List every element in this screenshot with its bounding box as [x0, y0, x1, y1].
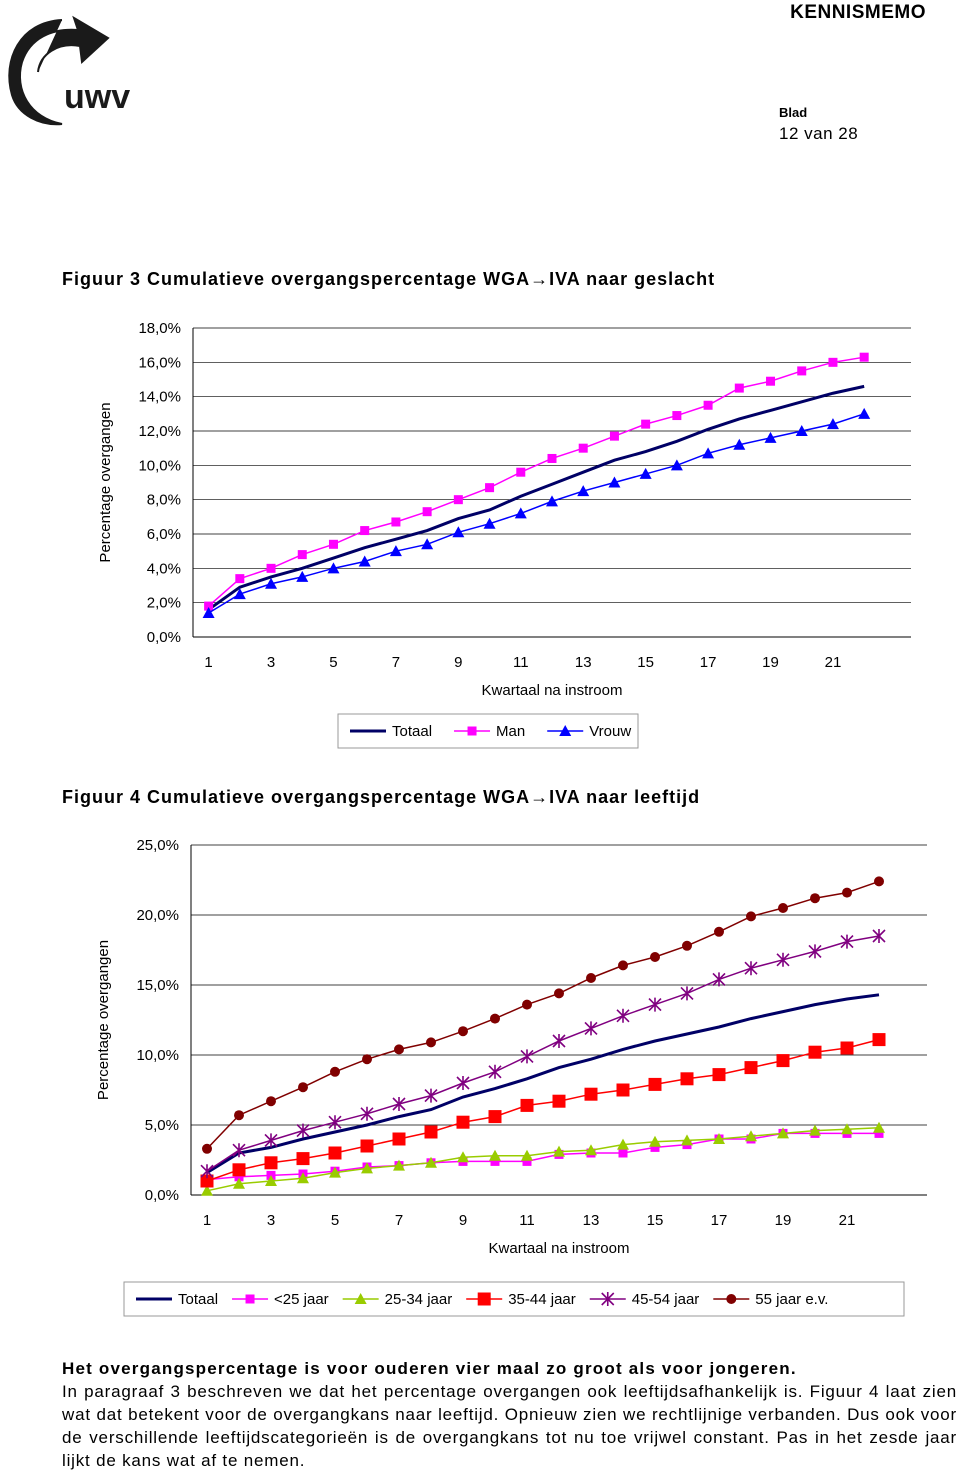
data-point	[650, 952, 660, 962]
legend-marker	[478, 1293, 491, 1306]
data-point	[713, 972, 725, 986]
legend	[338, 714, 638, 748]
x-tick-label: 7	[391, 654, 401, 671]
figure4-title-suffix: IVA naar leeftijd	[549, 787, 701, 807]
data-point	[860, 353, 869, 362]
body-text	[62, 1357, 957, 1472]
data-point	[267, 564, 276, 573]
x-tick-label: 15	[637, 654, 654, 671]
body-lead: Het overgangspercentage is voor ouderen vier maal zo groot als voor jongeren.	[62, 1359, 797, 1378]
data-point	[778, 903, 788, 913]
data-point	[827, 418, 839, 429]
data-point	[361, 1107, 373, 1121]
data-point	[553, 1095, 566, 1108]
x-tick-label: 5	[330, 1212, 340, 1229]
data-point	[458, 1026, 468, 1036]
data-point	[298, 1082, 308, 1092]
data-point	[681, 986, 693, 1000]
figure4-chart	[0, 830, 960, 1330]
data-point	[649, 998, 661, 1012]
legend-label: Totaal	[178, 1291, 219, 1308]
x-tick-label: 9	[458, 1212, 468, 1229]
data-point	[489, 1110, 502, 1123]
data-point	[265, 1156, 278, 1169]
data-point	[490, 1014, 500, 1024]
data-point	[579, 444, 588, 453]
data-point	[234, 1110, 244, 1120]
data-point	[746, 911, 756, 921]
x-tick-label: 17	[699, 654, 717, 671]
data-point	[393, 1097, 405, 1111]
figure3-title	[62, 269, 715, 290]
data-point	[548, 454, 557, 463]
y-tick-label: 12,0%	[138, 423, 181, 440]
data-point	[329, 540, 338, 549]
x-tick-label: 1	[202, 1212, 212, 1229]
data-point	[484, 518, 496, 529]
y-tick-label: 14,0%	[138, 388, 181, 406]
data-point	[777, 953, 789, 967]
data-point	[809, 1046, 822, 1059]
data-point	[585, 1088, 598, 1101]
y-axis-title: Percentage overgangen	[97, 402, 114, 563]
x-axis-title: Kwartaal na instroom	[488, 1240, 630, 1257]
y-tick-label: 8,0%	[146, 491, 181, 509]
series-2	[203, 408, 871, 618]
series-line	[207, 881, 879, 1148]
x-tick-label: 21	[838, 1212, 856, 1229]
x-tick-label: 19	[762, 654, 779, 671]
logo-text: uwv	[64, 78, 131, 116]
data-point	[874, 876, 884, 886]
y-tick-label: 10,0%	[138, 457, 181, 475]
y-tick-label: 0,0%	[146, 629, 181, 646]
x-tick-label: 5	[329, 654, 338, 671]
x-tick-label: 15	[646, 1212, 664, 1229]
series-1	[204, 353, 869, 611]
data-point	[202, 1144, 212, 1154]
data-point	[842, 888, 852, 898]
data-point	[457, 1116, 470, 1129]
figure3-chart	[0, 310, 960, 760]
data-point	[681, 1072, 694, 1085]
data-point	[618, 960, 628, 970]
y-tick-label: 25,0%	[136, 837, 179, 854]
x-tick-label: 3	[266, 1212, 276, 1229]
data-point	[394, 1044, 404, 1054]
data-point	[233, 1163, 246, 1176]
series-line	[209, 357, 865, 606]
data-point	[610, 432, 619, 441]
data-point	[841, 1042, 854, 1055]
data-point	[522, 1000, 532, 1010]
data-point	[425, 1089, 437, 1103]
data-point	[362, 1054, 372, 1064]
y-tick-label: 10,0%	[136, 1047, 179, 1064]
data-point	[554, 988, 564, 998]
data-point	[521, 1049, 533, 1063]
data-point	[858, 408, 870, 419]
data-point	[265, 1133, 277, 1147]
y-tick-label: 16,0%	[138, 354, 181, 372]
x-tick-label: 17	[710, 1212, 728, 1229]
uwv-logo	[0, 0, 140, 130]
data-point	[586, 973, 596, 983]
data-point	[457, 1076, 469, 1090]
data-point	[423, 507, 432, 516]
arrow-icon: →	[530, 269, 550, 289]
legend-label: Totaal	[392, 723, 433, 740]
data-point	[617, 1084, 630, 1097]
data-point	[426, 1037, 436, 1047]
series-line	[207, 995, 879, 1173]
data-point	[361, 1140, 374, 1153]
y-tick-label: 4,0%	[146, 560, 181, 578]
legend	[124, 1282, 904, 1316]
data-point	[521, 1099, 534, 1112]
data-point	[671, 459, 683, 470]
data-point	[360, 526, 369, 535]
y-tick-label: 6,0%	[146, 526, 181, 543]
legend-marker	[726, 1294, 736, 1304]
figure4-title-prefix: Figuur 4 Cumulatieve overgangspercentage WGA	[62, 787, 531, 807]
x-tick-label: 19	[774, 1212, 792, 1229]
x-tick-label: 11	[519, 1212, 535, 1229]
series-5	[202, 876, 884, 1153]
data-point	[617, 1009, 629, 1023]
data-point	[235, 574, 244, 583]
page-label: Blad	[779, 105, 808, 120]
legend-marker	[246, 1295, 255, 1304]
series-line	[209, 414, 865, 613]
data-point	[425, 1126, 438, 1139]
data-point	[546, 495, 558, 506]
x-tick-label: 11	[512, 654, 529, 671]
data-point	[516, 468, 525, 477]
figure3-title-prefix: Figuur 3 Cumulatieve overgangspercentage WGA	[62, 269, 531, 289]
data-point	[391, 517, 400, 526]
data-point	[828, 358, 837, 367]
body-paragraph: In paragraaf 3 beschreven we dat het percentage overgangen ook leeftijdsafhankelijk is. Figuur 4 laat zien wat dat betekent voor de overgangkans naar leeftijd. Opnieuw zien we rechtlijnige verbanden. Dus ook voor de verschillende leeftijdscategorieën is de overgangkans tot nu toe vrijwel constant. Pas in het zesde jaar lijkt de kans wat af te nemen.	[62, 1382, 957, 1470]
data-point	[585, 1021, 597, 1035]
series-3	[201, 1033, 886, 1187]
x-tick-label: 13	[574, 654, 592, 671]
data-point	[809, 944, 821, 958]
memo-type: KENNISMEMO	[790, 2, 926, 23]
x-tick-label: 9	[454, 654, 463, 671]
x-tick-label: 7	[394, 1212, 404, 1229]
data-point	[745, 961, 757, 975]
legend-label: 35-44 jaar	[508, 1291, 576, 1308]
legend-marker	[468, 727, 477, 736]
data-point	[298, 550, 307, 559]
data-point	[330, 1067, 340, 1077]
data-point	[421, 538, 433, 549]
data-point	[873, 1033, 886, 1046]
data-point	[735, 384, 744, 393]
y-tick-label: 2,0%	[146, 594, 181, 612]
data-point	[714, 927, 724, 937]
data-point	[454, 495, 463, 504]
x-tick-label: 21	[824, 654, 842, 671]
legend-label: Vrouw	[589, 723, 632, 740]
data-point	[682, 941, 692, 951]
data-point	[704, 401, 713, 410]
legend-label: <25 jaar	[274, 1291, 329, 1308]
data-point	[359, 555, 371, 566]
x-axis-title: Kwartaal na instroom	[481, 682, 623, 699]
data-point	[297, 1152, 310, 1165]
data-point	[297, 1124, 309, 1138]
legend-label: Man	[496, 723, 526, 740]
data-point	[649, 1078, 662, 1091]
data-point	[515, 507, 527, 518]
data-point	[485, 483, 494, 492]
data-point	[266, 1096, 276, 1106]
data-point	[619, 1149, 628, 1158]
y-axis-title: Percentage overgangen	[95, 939, 112, 1101]
data-point	[797, 366, 806, 375]
data-point	[745, 1061, 758, 1074]
x-tick-label: 3	[266, 654, 276, 671]
series-4	[201, 929, 885, 1178]
figure3-title-suffix: IVA naar geslacht	[549, 269, 716, 289]
legend-label: 55 jaar e.v.	[755, 1291, 829, 1308]
data-point	[810, 893, 820, 903]
figure4-title	[62, 787, 700, 808]
data-point	[329, 1115, 341, 1129]
x-tick-label: 1	[204, 654, 213, 671]
page-number: 12 van 28	[779, 124, 859, 143]
arrow-icon: →	[530, 787, 550, 807]
y-tick-label: 0,0%	[144, 1187, 179, 1204]
data-point	[777, 1054, 790, 1067]
legend-label: 45-54 jaar	[631, 1291, 700, 1308]
legend-label: 25-34 jaar	[384, 1291, 453, 1308]
y-tick-label: 15,0%	[136, 977, 179, 994]
series-0	[207, 995, 879, 1173]
data-point	[393, 1133, 406, 1146]
data-point	[713, 1068, 726, 1081]
y-tick-label: 5,0%	[144, 1117, 179, 1134]
data-point	[233, 1143, 245, 1157]
y-tick-label: 20,0%	[136, 907, 179, 924]
data-point	[489, 1065, 501, 1079]
x-tick-label: 13	[582, 1212, 600, 1229]
data-point	[329, 1147, 342, 1160]
data-point	[766, 377, 775, 386]
data-point	[672, 411, 681, 420]
y-tick-label: 18,0%	[138, 320, 181, 337]
data-point	[553, 1034, 565, 1048]
data-point	[641, 420, 650, 429]
